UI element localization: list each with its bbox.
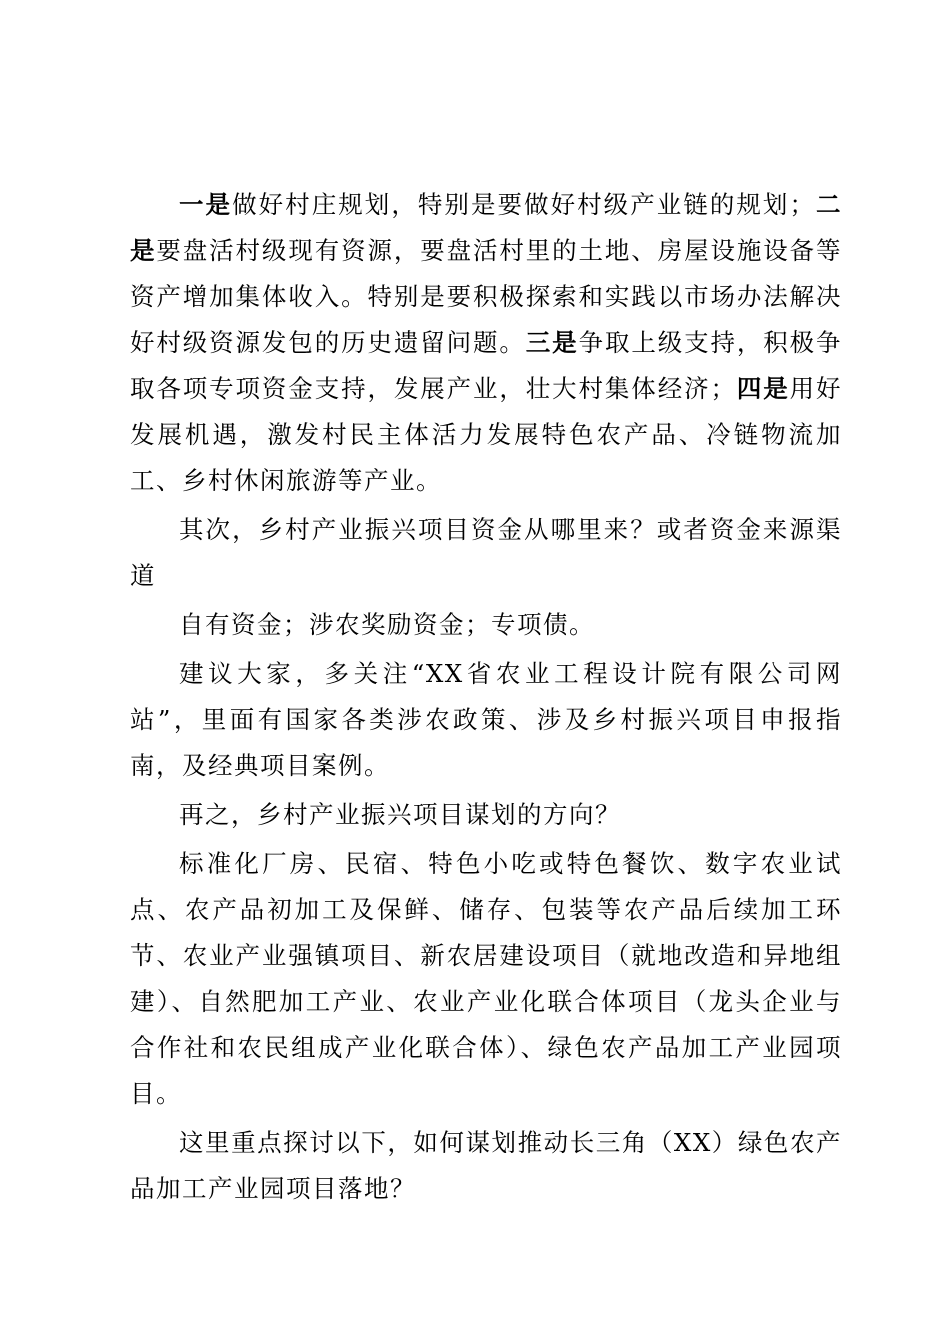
paragraph-funding-sources: 自有资金；涉农奖励资金；专项债。 (179, 610, 595, 639)
paragraph-four-measures (130, 182, 842, 504)
emphasis-second: 二是 (130, 190, 843, 265)
paragraph-direction-question: 再之，乡村产业振兴项目谋划的方向？ (179, 800, 621, 829)
emphasis-first: 一是 (179, 190, 233, 219)
text-first: 做好村庄规划，特别是要做好村级产业链的规划； (232, 190, 816, 219)
document-page (130, 182, 842, 1212)
text-fourth: 用好发展机遇，激发村民主体活力发展特色农产品、冷链物流加工、乡村休闲旅游等产业。 (130, 374, 843, 495)
paragraph-suggestion: 建议大家，多关注“XX省农业工程设计院有限公司网站”，里面有国家各类涉农政策、涉及乡村振兴项目申报指南，及经典项目案例。 (130, 659, 842, 780)
emphasis-third: 三是 (525, 328, 579, 357)
paragraph-funding-question: 其次，乡村产业振兴项目资金从哪里来？或者资金来源渠道 (130, 515, 842, 590)
paragraph-directions: 标准化厂房、民宿、特色小吃或特色餐饮、数字农业试点、农产品初加工及保鲜、储存、包装等农产品后续加工环节、农业产业强镇项目、新农居建设项目（就地改造和异地组建）、自然肥加工产业、农业产业化联合体项目（龙头企业与合作社和农民组成产业化联合体）、绿色农产品加工产业园项目。 (130, 849, 842, 1108)
text-second: 要盘活村级现有资源，要盘活村里的土地、房屋设施设备等资产增加集体收入。特别是要积极探索和实践以市场办法解决好村级资源发包的历史遗留问题。 (130, 236, 843, 357)
emphasis-fourth: 四是 (736, 374, 790, 403)
paragraph-focus-question: 这里重点探讨以下，如何谋划推动长三角（XX）绿色农产品加工产业园项目落地？ (130, 1128, 842, 1203)
text-third: 争取上级支持，积极争取各项专项资金支持，发展产业，壮大村集体经济； (130, 328, 843, 403)
